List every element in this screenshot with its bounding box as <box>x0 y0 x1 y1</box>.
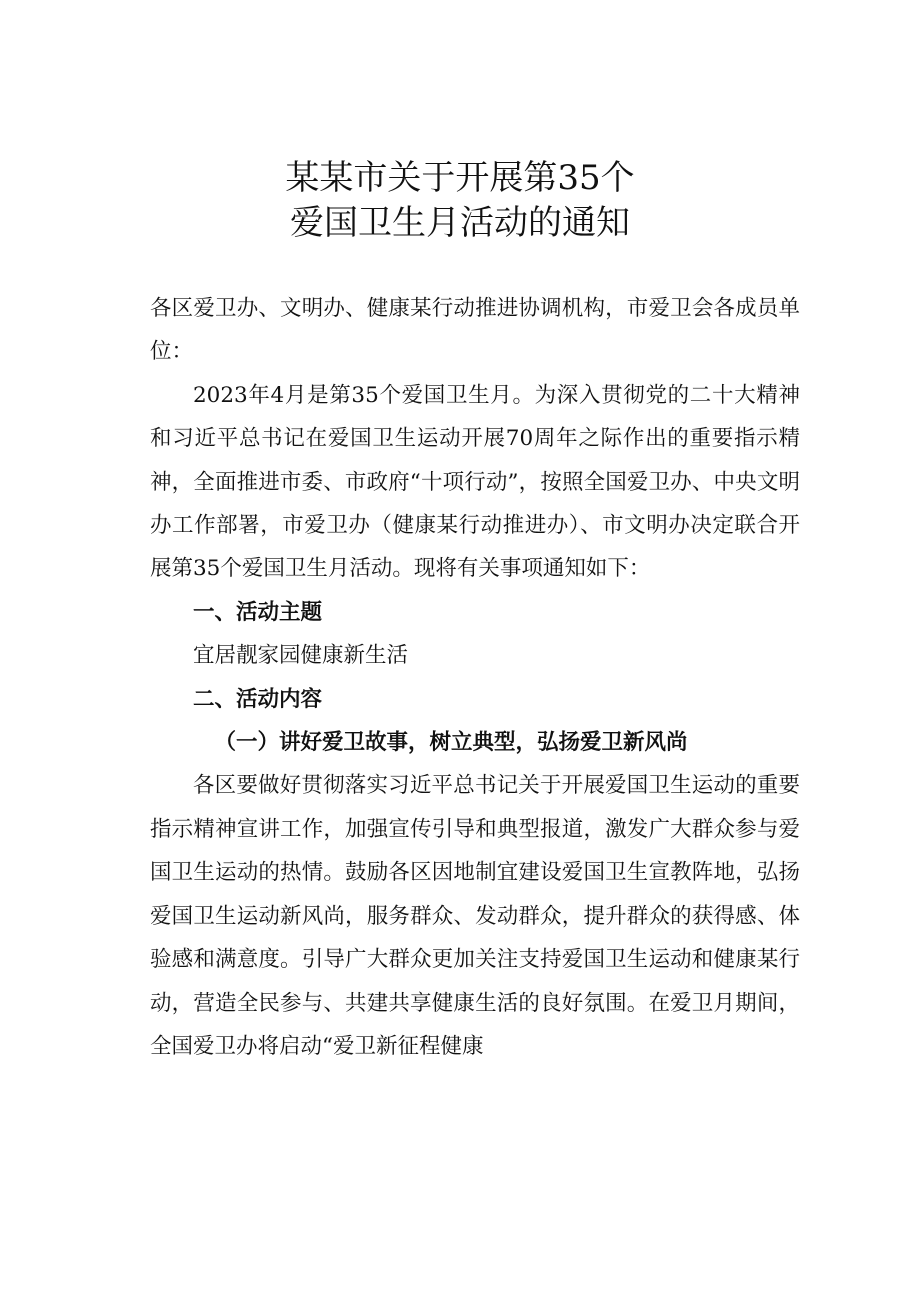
addressee-paragraph: 各区爱卫办、文明办、健康某行动推进协调机构，市爱卫会各成员单位： <box>150 296 800 365</box>
subsection-1-paragraph: 各区要做好贯彻落实习近平总书记关于开展爱国卫生运动的重要指示精神宣讲工作，加强宣传引导和典型报道，激发广大群众参与爱国卫生运动的热情。鼓励各区因地制宜建设爱国卫生宣教阵地，弘扬爱国卫生运动新风尚，服务群众、发动群众，提升群众的获得感、体验感和满意度。引导广大群众更加关注支持爱国卫生运动和健康某行动，营造全民参与、共建共享健康生活的良好氛围。在爱卫月期间，全国爱卫办将启动“爱卫新征程健康 <box>150 773 800 1059</box>
section-1-heading: 一、活动主题 <box>193 599 323 625</box>
intro-paragraph: 2023年4月是第35个爱国卫生月。为深入贯彻党的二十大精神和习近平总书记在爱国卫生运动开展70周年之际作出的重要指示精神，全面推进市委、市政府“十项行动”，按照全国爱卫办、中央文明办工作部署，市爱卫办（健康某行动推进办）、市文明办决定联合开展第35个爱国卫生月活动。现将有关事项通知如下： <box>150 382 800 582</box>
section-2-heading: 二、活动内容 <box>193 686 323 712</box>
document-title-line-1: 某某市关于开展第35个 <box>285 158 635 198</box>
subsection-1-heading: （一）讲好爱卫故事，树立典型，弘扬爱卫新风尚 <box>214 730 688 756</box>
document-body <box>150 287 800 1068</box>
section-1-text: 宜居靓家园健康新生活 <box>193 643 409 669</box>
document-title-line-2: 爱国卫生月活动的通知 <box>290 203 630 243</box>
